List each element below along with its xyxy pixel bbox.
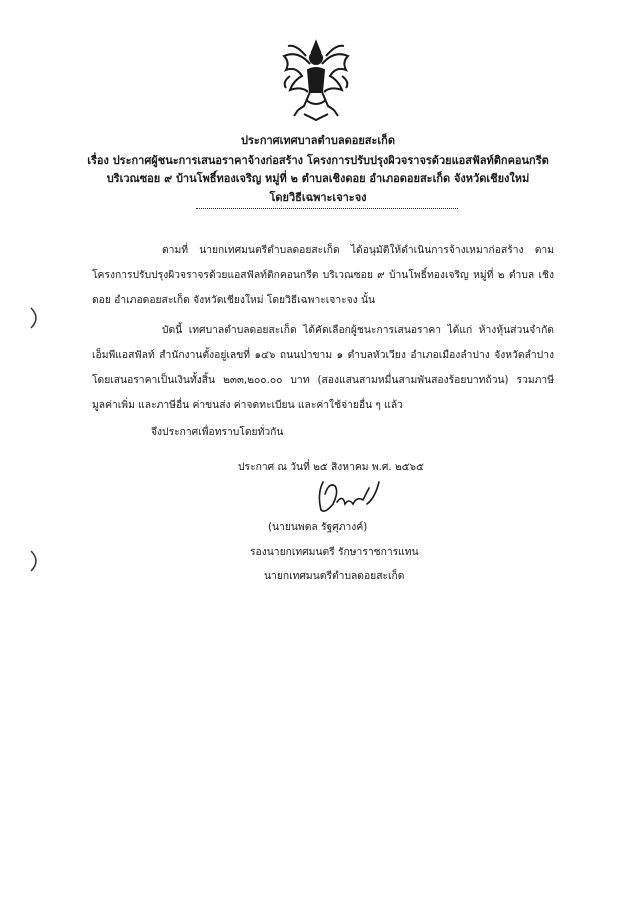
punch-hole-mark-icon (29, 549, 41, 573)
announcement-date: ประกาศ ณ วันที่ ๒๕ สิงหาคม พ.ศ. ๒๕๖๕ (238, 461, 424, 473)
announcement-heading: ประกาศเทศบาลตำบลดอยสะเก็ด (241, 134, 395, 147)
punch-hole-mark-icon (29, 306, 41, 330)
signer-title-acting: รองนายกเทศมนตรี รักษาราชการแทน (250, 546, 419, 558)
paragraph-winner: บัดนี้ เทศบาลตำบลดอยสะเก็ด ได้คัดเลือกผู้ชนะการเสนอราคา ได้แก่ ห้างหุ้นส่วนจำกัด เอ็มพีแอสฟัลท์ สำนักงานตั้งอยู่เลขที่ ๑๔๖ ถนนป่าขาม ๑ ตำบลหัวเวียง อำเภอเมืองลำปาง จังหวัดลำปาง โดยเสนอราคาเป็นเงินทั้งสิ้น ๒๓๓,๒๐๐.๐๐ บาท (สองแสนสามหมื่นสามพันสองร้อยบาทถ้วน) รวมภาษีมูลค่าเพิ่ม และภาษีอื่น ค่าขนส่ง ค่าจดทะเบียน และค่าใช้จ่ายอื่น ๆ แล้ว (92, 324, 554, 411)
paragraph-background: ตามที่ นายกเทศมนตรีตำบลดอยสะเก็ด ได้อนุมัติให้ดำเนินการจ้างเหมาก่อสร้าง ตามโครงการปรับปรุงผิวจราจรด้วยแอสฟัลท์ติกคอนกรีต บริเวณซอย ๙ บ้านโพธิ์ทองเจริญ หมู่ที่ ๒ ตำบล เชิงดอย อำเภอดอยสะเก็ด จังหวัดเชียงใหม่ โดยวิธีเฉพาะเจาะจง นั้น (92, 244, 554, 306)
dotted-divider (196, 208, 458, 209)
paragraph-notice: จึงประกาศเพื่อทราบโดยทั่วกัน (151, 426, 284, 438)
announcement-subject: เรื่อง ประกาศผู้ชนะการเสนอราคาจ้างก่อสร้าง โครงการปรับปรุงผิวจราจรด้วยแอสฟัลท์ติกคอนกรีต (87, 154, 549, 167)
garuda-emblem-icon (276, 36, 356, 124)
project-location: บริเวณซอย ๙ บ้านโพธิ์ทองเจริญ หมู่ที่ ๒ ตำบลเชิงดอย อำเภอดอยสะเก็ด จังหวัดเชียงใหม่ (106, 172, 530, 185)
signature-icon (305, 474, 385, 518)
procurement-method: โดยวิธีเฉพาะเจาะจง (269, 191, 367, 204)
signer-title-mayor: นายกเทศมนตรีตำบลดอยสะเก็ด (264, 570, 405, 582)
signer-name: (นายนพดล รัฐศุภางค์) (268, 521, 368, 533)
